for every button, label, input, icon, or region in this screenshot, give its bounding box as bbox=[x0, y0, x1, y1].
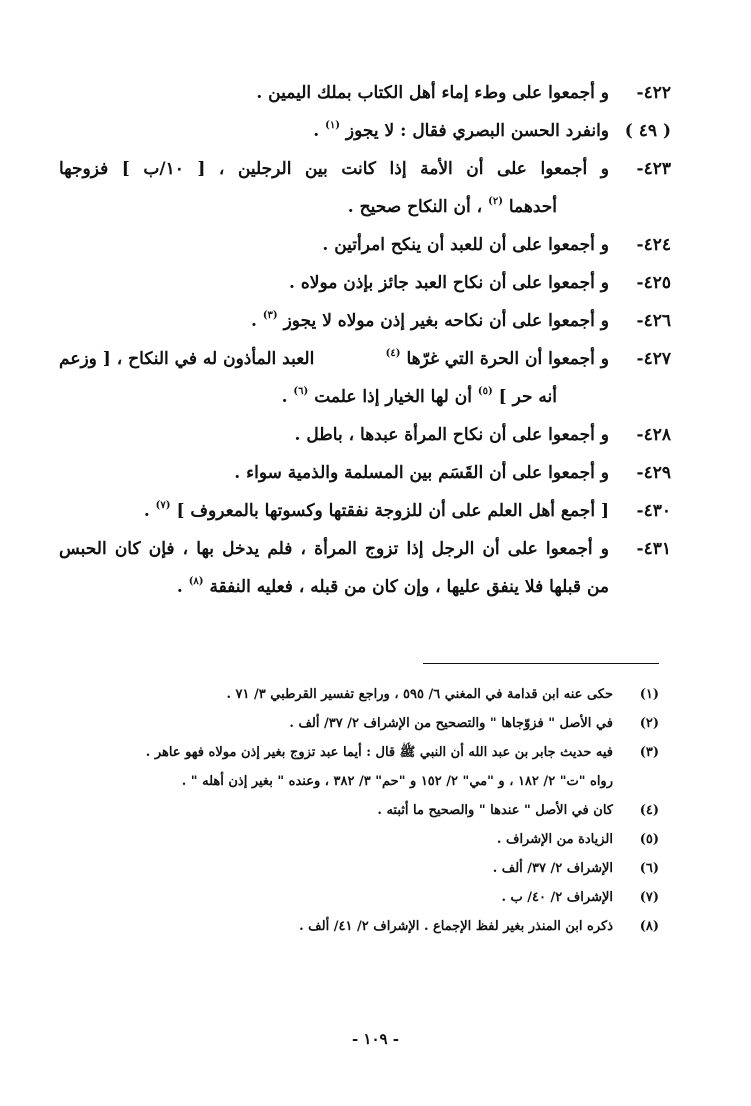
footnote-text: الزيادة من الإشراف . bbox=[496, 832, 613, 847]
footnote-ref: (٢) bbox=[488, 196, 503, 207]
footnote-number: (١) bbox=[639, 687, 659, 702]
entry-number: ٤٢٧- bbox=[636, 349, 671, 369]
entry-text-cont-b: ، أن النكاح صحيح . bbox=[347, 197, 483, 217]
footnote-ref: (٦) bbox=[293, 386, 309, 397]
entry-430 bbox=[59, 492, 671, 530]
entry-tail: . bbox=[313, 121, 320, 141]
entry-text-cont: أحدهما bbox=[508, 197, 557, 217]
footnote-text: ذكره ابن المنذر بغير لفظ الإجماع . الإشراف ٢/ ٤١/ ألف . bbox=[299, 919, 613, 934]
entry-tail: . bbox=[176, 577, 183, 597]
entry-426 bbox=[59, 302, 671, 340]
footnote-7 bbox=[79, 883, 659, 912]
entry-tail: . bbox=[250, 311, 257, 331]
entry-text: و أجمعوا على أن الرجل إذا تزوج المرأة ، فلم يدخل بها ، فإن كان الحبس bbox=[59, 539, 609, 559]
entry-text-cont-b: أن لها الخيار إذا علمت bbox=[314, 387, 472, 407]
footnote-5 bbox=[79, 825, 659, 854]
entry-number: ٤٢٦- bbox=[636, 311, 671, 331]
footnote-ref: (٤) bbox=[385, 348, 401, 359]
entry-text: و أجمعوا على أن للعبد أن ينكح امرأتين . bbox=[322, 235, 609, 255]
footnote-8 bbox=[79, 912, 659, 941]
footnote-number: (٧) bbox=[639, 890, 659, 905]
footnote-text: الإشراف ٢/ ٣٧/ ألف . bbox=[492, 861, 613, 876]
footnote-number: (٢) bbox=[639, 716, 659, 731]
footnote-text: كان في الأصل " عندها " والصحيح ما أثبته . bbox=[377, 803, 613, 818]
entries-list bbox=[59, 74, 671, 606]
footnotes-list bbox=[79, 680, 659, 941]
footnote-ref: (٣) bbox=[262, 310, 278, 321]
entry-text: و أجمعوا على وطء إماء أهل الكتاب بملك اليمين . bbox=[256, 83, 609, 103]
entry-number: ٤٢٣- bbox=[636, 159, 671, 179]
entry-text: و أجمعوا على أن نكاح العبد جائز بإذن مولاه . bbox=[289, 273, 609, 293]
entry-423 bbox=[59, 150, 671, 226]
footnote-6 bbox=[79, 854, 659, 883]
entry-427 bbox=[59, 340, 671, 416]
footnote-text: في الأصل " فزوّجاها " والتصحيح من الإشراف ٢/ ٣٧/ ألف . bbox=[289, 716, 613, 731]
entry-431 bbox=[59, 530, 671, 606]
entry-number: ( ٤٩ ) bbox=[624, 121, 671, 141]
footnote-ref: (٧) bbox=[155, 500, 171, 511]
footnote-number: (٦) bbox=[639, 861, 659, 876]
footnote-ref: (٨) bbox=[188, 576, 204, 587]
footnote-2 bbox=[79, 709, 659, 738]
entry-428 bbox=[59, 416, 671, 454]
entry-49 bbox=[59, 112, 671, 150]
footnote-number: (٤) bbox=[639, 803, 659, 818]
entry-number: ٤٢٤- bbox=[636, 235, 671, 255]
entry-number: ٤٣٠- bbox=[636, 501, 671, 521]
footnote-ref: (١) bbox=[325, 120, 340, 131]
footnote-3 bbox=[79, 738, 659, 796]
entry-tail: . bbox=[281, 387, 288, 407]
entry-text: و أجمعوا على أن القَسَم بين المسلمة والذمية سواء . bbox=[234, 463, 609, 483]
entry-number: ٤٢٥- bbox=[636, 273, 671, 293]
entry-number: ٤٣١- bbox=[636, 539, 671, 559]
footnote-ref: (٥) bbox=[477, 386, 493, 397]
entry-429 bbox=[59, 454, 671, 492]
entry-422 bbox=[59, 74, 671, 112]
entry-number: ٤٢٢- bbox=[636, 83, 671, 103]
entry-text-cont: أنه حر ] bbox=[498, 387, 557, 407]
entry-number: ٤٢٩- bbox=[636, 463, 671, 483]
footnote-text-cont: رواه "ت" ٢/ ١٨٢ ، و "مي" ٢/ ١٥٢ و "حم" ٣/ ٣٨٢ ، وعنده " بغير إذن أهله " . bbox=[181, 774, 613, 789]
entry-text: و أجمعوا على أن نكاحه بغير إذن مولاه لا يجوز bbox=[283, 311, 609, 331]
entry-425 bbox=[59, 264, 671, 302]
footnote-number: (٣) bbox=[639, 745, 659, 760]
entry-text: و أجمعوا أن الحرة التي غرّها bbox=[406, 349, 609, 369]
entry-text-b: العبد المأذون له في النكاح ، [ وزعم bbox=[59, 349, 315, 369]
footnote-divider bbox=[423, 663, 659, 664]
entry-text: وانفرد الحسن البصري فقال : لا يجوز bbox=[345, 121, 609, 141]
entry-text: و أجمعوا على أن نكاح المرأة عبدها ، باطل . bbox=[294, 425, 609, 445]
footnote-text: الإشراف ٢/ ٤٠/ ب . bbox=[501, 890, 613, 905]
entry-text: [ أجمع أهل العلم على أن للزوجة نفقتها وكسوتها بالمعروف ] bbox=[176, 501, 609, 521]
footnote-text: فيه حديث جابر بن عبد الله أن النبي ﷺ قال : أيما عبد تزوج بغير إذن مولاه فهو عاهر . bbox=[145, 745, 613, 760]
entry-text: و أجمعوا على أن الأمة إذا كانت بين الرجلين ، [ ١٠/ب ] فزوجها bbox=[59, 159, 609, 179]
footnote-text: حكى عنه ابن قدامة في المغني ٦/ ٥٩٥ ، وراجع تفسير القرطبي ٣/ ٧١ . bbox=[226, 687, 613, 702]
footnote-1 bbox=[79, 680, 659, 709]
footnote-number: (٥) bbox=[639, 832, 659, 847]
entry-424 bbox=[59, 226, 671, 264]
entry-text-cont: من قبلها فلا ينفق عليها ، وإن كان من قبله ، فعليه النفقة bbox=[209, 577, 609, 597]
footnote-4 bbox=[79, 796, 659, 825]
footnote-number: (٨) bbox=[639, 919, 659, 934]
entry-tail: . bbox=[143, 501, 150, 521]
entry-number: ٤٢٨- bbox=[636, 425, 671, 445]
page-number: - ١٠٩ - bbox=[351, 1030, 400, 1048]
